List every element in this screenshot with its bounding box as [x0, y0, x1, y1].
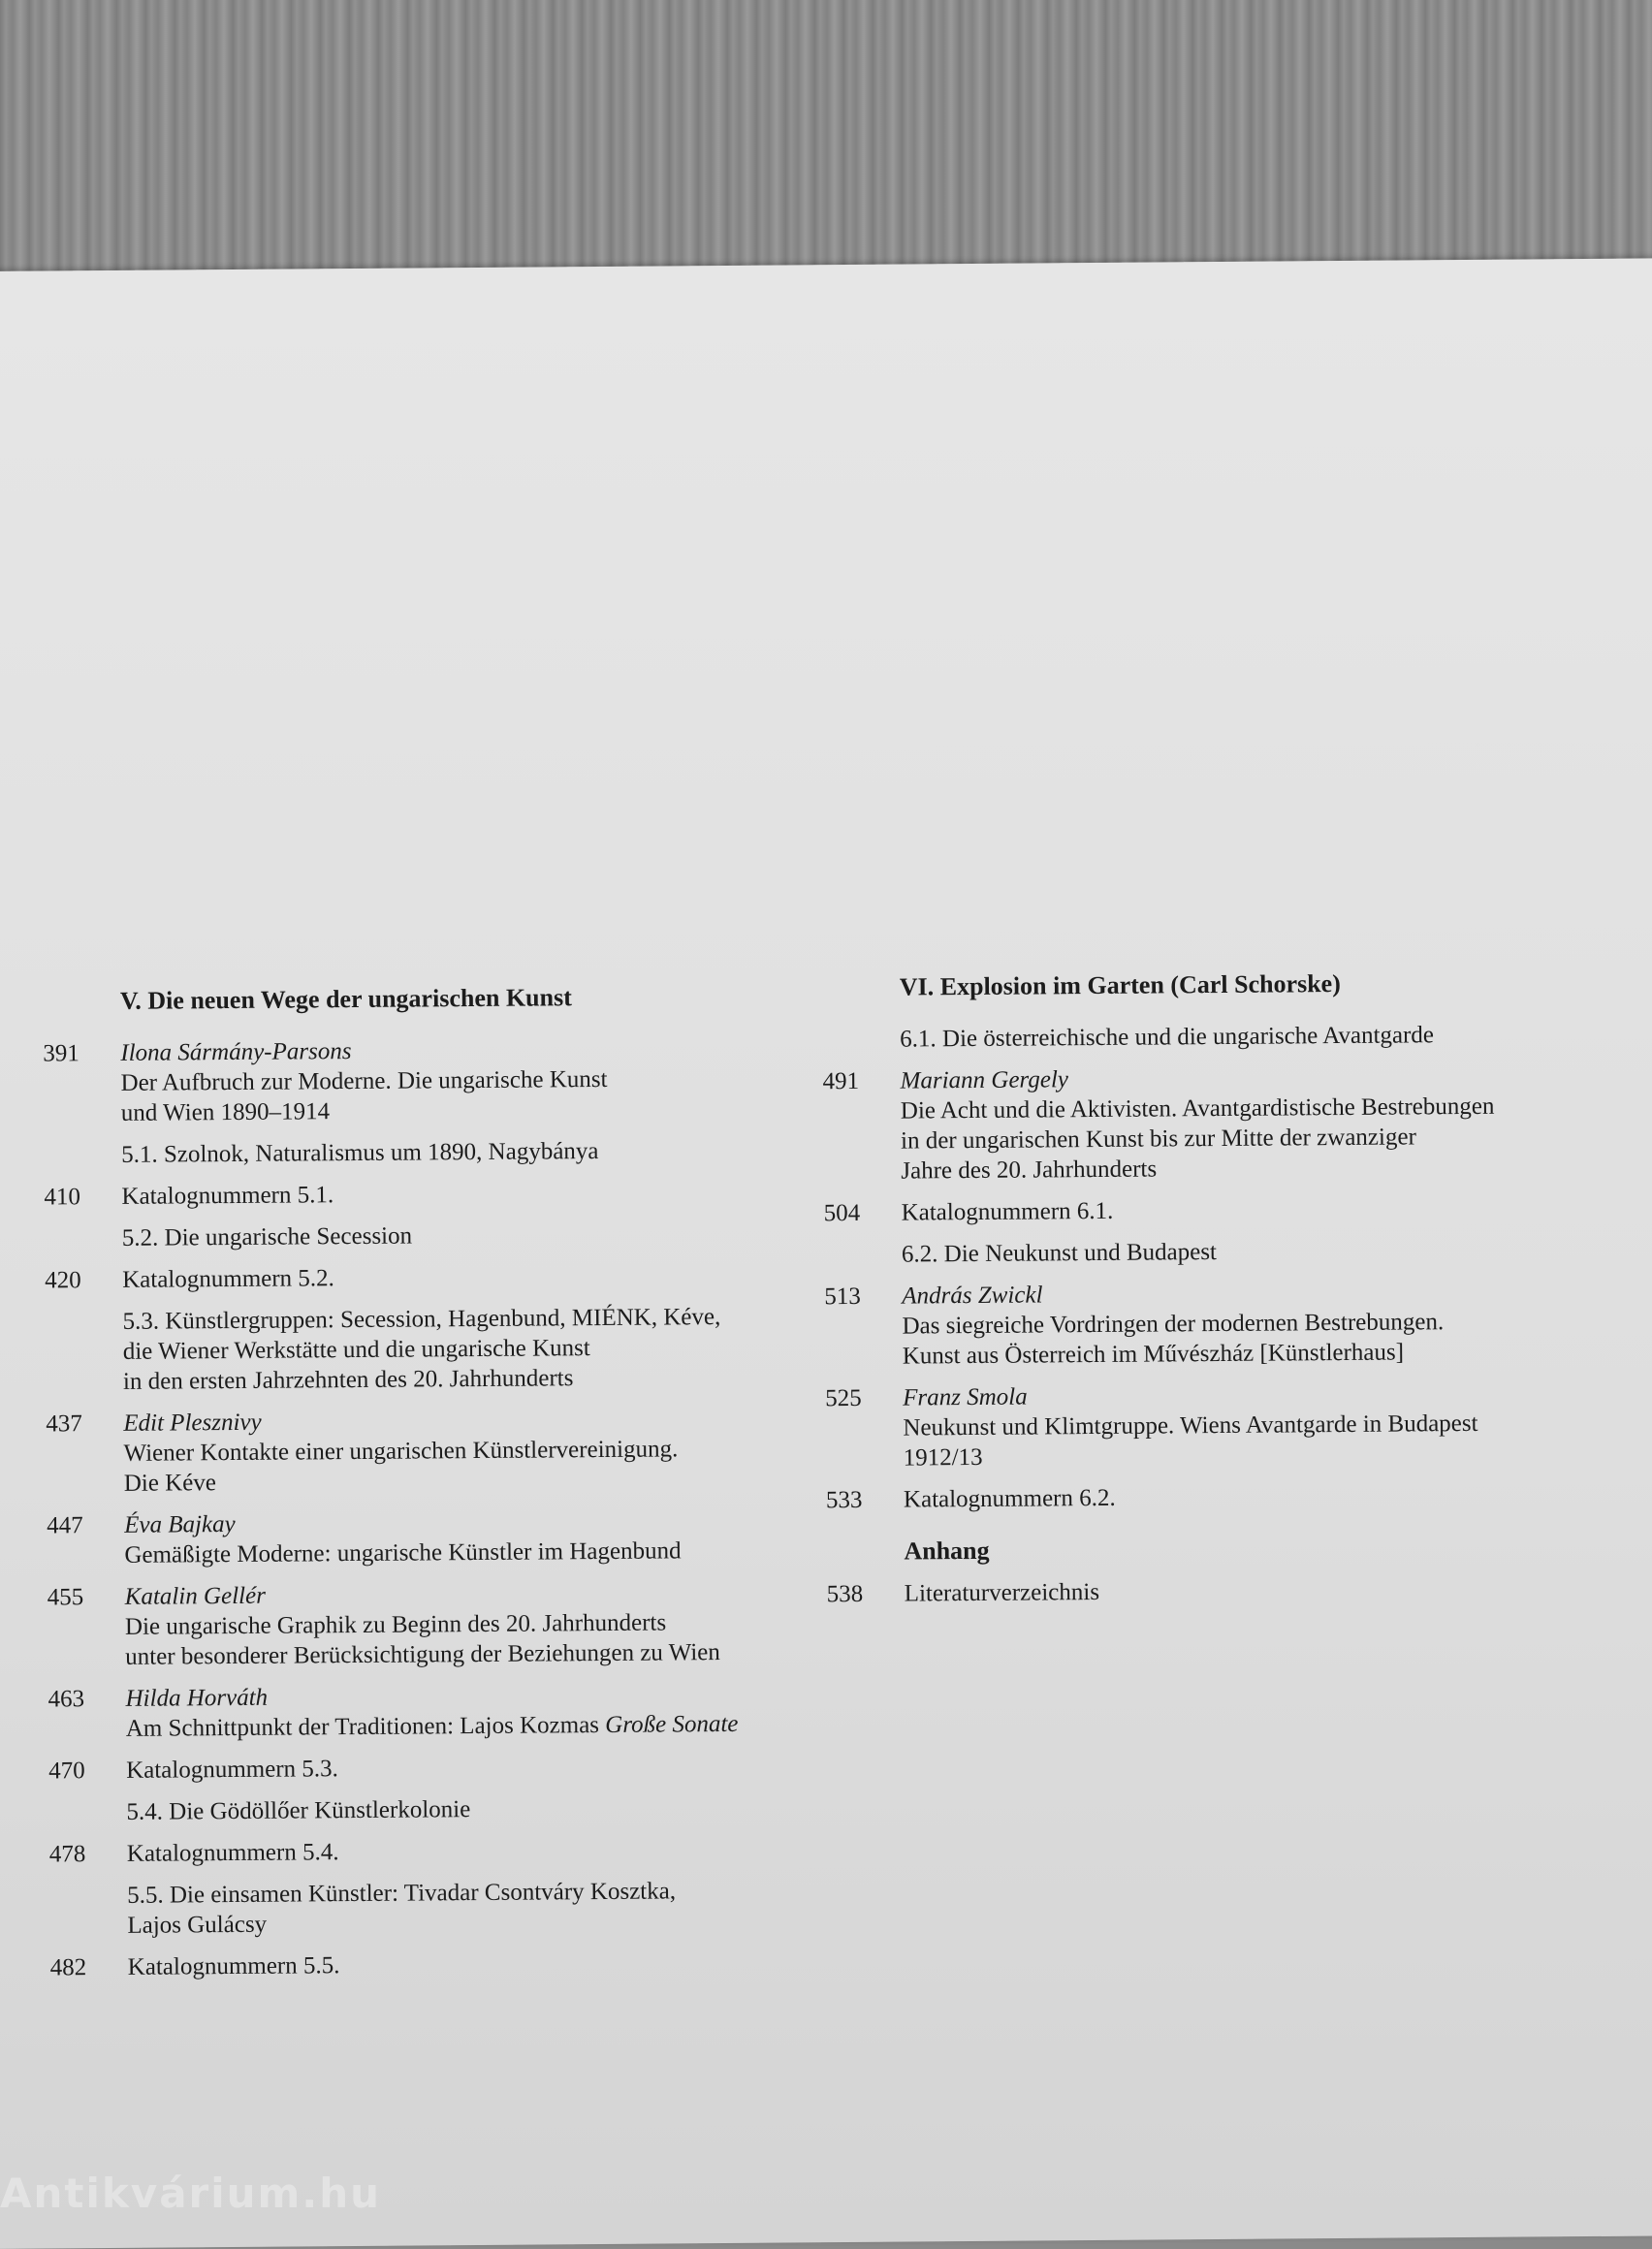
entry-author: Edit Plesznivy — [123, 1409, 262, 1437]
entry-author: Mariann Gergely — [900, 1066, 1069, 1094]
toc-column-left — [43, 980, 807, 1994]
page-number: 463 — [48, 1686, 85, 1713]
entry-title-text: Katalognummern 5.5. — [127, 1952, 340, 1980]
entry-title — [122, 1259, 801, 1294]
page-number: 447 — [47, 1512, 83, 1539]
toc-subsection: 5.5. Die einsamen Künstler: Tivadar Csontváry Kosztka, Lajos Gulácsy — [127, 1878, 677, 1939]
entry-body — [902, 1192, 1600, 1228]
page-number: 410 — [44, 1184, 81, 1211]
entry-title-text: Neukunst und Klimtgruppe. Wiens Avantgarde in Budapest 1912/13 — [903, 1410, 1478, 1472]
page-number: 504 — [823, 1199, 861, 1227]
entry-body — [903, 1378, 1602, 1473]
entry-title-italic: Große Sonate — [605, 1710, 739, 1738]
entry-body — [125, 1678, 804, 1743]
entry-author: Franz Smola — [903, 1383, 1028, 1411]
page-number: 455 — [47, 1584, 84, 1611]
entry-body — [123, 1403, 803, 1498]
page-number: 513 — [824, 1283, 861, 1311]
entry-title — [124, 1535, 803, 1569]
toc-entry — [50, 1947, 807, 1982]
entry-title-text: Die ungarische Graphik zu Beginn des 20. Jahrhunderts unter besonderer Berücksichtigung der Beziehungen zu Wien — [124, 1609, 720, 1670]
entry-author: Katalin Gellér — [124, 1582, 266, 1610]
toc-entry — [822, 1061, 1599, 1187]
entry-title — [120, 1062, 799, 1127]
page-number: 437 — [46, 1410, 82, 1438]
toc-entry — [43, 1032, 800, 1128]
entry-title-text: Wiener Kontakte einer ungarischen Künstlervereinigung. Die Kéve — [123, 1436, 679, 1497]
page-number: 538 — [826, 1580, 864, 1608]
entry-title-text: Das siegreiche Vordringen der modernen Bestrebungen. Kunst aus Österreich im Művészház [Künstlerhaus] — [902, 1309, 1445, 1370]
entry-body — [904, 1479, 1602, 1515]
entry-title-text: Der Aufbruch zur Moderne. Die ungarische Kunst und Wien 1890–1914 — [120, 1065, 608, 1126]
entry-body — [905, 1573, 1603, 1609]
book-page — [0, 258, 1652, 2249]
page-number: 491 — [822, 1067, 860, 1095]
table-surface — [0, 0, 1652, 291]
page-number: 525 — [825, 1384, 862, 1412]
entry-body — [900, 1061, 1599, 1187]
toc-entry — [48, 1750, 805, 1786]
entry-title-text: Katalognummern 5.3. — [126, 1756, 338, 1784]
entry-title — [902, 1192, 1600, 1228]
entry-title-text: Katalognummern 6.2. — [903, 1484, 1116, 1513]
toc-list-right — [822, 1019, 1602, 1515]
entry-title — [903, 1408, 1601, 1473]
entry-title — [904, 1479, 1602, 1515]
entry-title — [123, 1433, 802, 1498]
toc-entry — [825, 1378, 1602, 1473]
entry-title-text: Katalognummern 5.4. — [126, 1839, 339, 1867]
section-heading: V. Die neuen Wege der ungarischen Kunst — [119, 983, 572, 1015]
entry-body — [124, 1505, 803, 1569]
entry-title-text: Katalognummern 5.2. — [122, 1265, 334, 1293]
toc-entry — [47, 1505, 803, 1570]
toc-list-appendix — [827, 1573, 1603, 1609]
entry-body — [122, 1259, 801, 1294]
page-number: 533 — [825, 1486, 863, 1514]
toc-entry — [44, 1176, 800, 1212]
entry-title-text: Die Acht und die Aktivisten. Avantgardistische Bestrebungen in der ungarischen Kunst bis zur Mitte der zwanziger Jahre des 20. Jahrhunderts — [900, 1093, 1495, 1185]
entry-author: Ilona Sármány-Parsons — [120, 1038, 352, 1066]
toc-entry — [49, 1833, 806, 1869]
entry-body — [128, 1947, 807, 1981]
watermark: Antikvárium.hu — [0, 2170, 382, 2217]
toc-subsection: 5.1. Szolnok, Naturalismus um 1890, Nagybánya — [121, 1138, 599, 1168]
entry-title — [126, 1708, 805, 1743]
entry-title-text: Katalognummern 5.1. — [121, 1182, 334, 1210]
entry-title-text: Literaturverzeichnis — [904, 1578, 1100, 1607]
entry-body — [902, 1276, 1601, 1372]
entry-title — [128, 1947, 807, 1981]
toc-list-left — [43, 1032, 807, 1982]
entry-body — [120, 1032, 800, 1127]
entry-title-text: Gemäßigte Moderne: ungarische Künstler im Hagenbund — [124, 1537, 682, 1568]
toc-entry — [824, 1276, 1601, 1372]
toc-entry — [824, 1192, 1600, 1228]
toc-subsection: 6.2. Die Neukunst und Budapest — [901, 1239, 1218, 1268]
entry-title — [901, 1091, 1600, 1187]
entry-body — [121, 1176, 800, 1211]
entry-title-text: Am Schnittpunkt der Traditionen: Lajos Kozmas — [125, 1711, 606, 1742]
toc-subsection: 5.4. Die Gödöllőer Künstlerkolonie — [126, 1796, 471, 1825]
entry-body — [126, 1750, 805, 1785]
entry-author: András Zwickl — [902, 1282, 1043, 1310]
page-number: 470 — [48, 1758, 85, 1785]
page-number: 420 — [45, 1267, 81, 1294]
entry-body — [125, 1576, 805, 1671]
toc-column-right — [822, 966, 1603, 1621]
toc-entry — [827, 1573, 1603, 1609]
toc-entry — [46, 1403, 803, 1499]
entry-title — [126, 1750, 805, 1785]
toc-subsection: 6.1. Die österreichische und die ungarische Avantgarde — [900, 1022, 1435, 1053]
entry-body — [127, 1833, 806, 1868]
appendix-heading: Anhang — [904, 1536, 990, 1566]
entry-title — [905, 1573, 1603, 1609]
entry-author: Hilda Horváth — [125, 1684, 269, 1712]
toc-subsection: 5.2. Die ungarische Secession — [121, 1222, 413, 1251]
page-number: 482 — [49, 1954, 87, 1981]
entry-title — [125, 1606, 804, 1671]
section-heading: VI. Explosion im Garten (Carl Schorske) — [899, 969, 1341, 1001]
entry-title — [902, 1306, 1600, 1372]
page-number: 478 — [48, 1841, 86, 1868]
page-number: 391 — [43, 1040, 79, 1067]
toc-subsection: 5.3. Künstlergruppen: Secession, Hagenbund, MIÉNK, Kéve, die Wiener Werkstätte und die ungarische Kunst in den ersten Jahrzehnten des 20. Jahrhunderts — [122, 1304, 721, 1395]
toc-entry — [48, 1576, 805, 1672]
toc-entry — [826, 1479, 1602, 1515]
toc-entry — [48, 1678, 804, 1744]
entry-title — [121, 1176, 800, 1211]
entry-title-text: Katalognummern 6.1. — [901, 1197, 1114, 1226]
entry-title — [127, 1833, 806, 1868]
entry-author: Éva Bajkay — [124, 1510, 236, 1538]
toc-entry — [45, 1259, 801, 1295]
